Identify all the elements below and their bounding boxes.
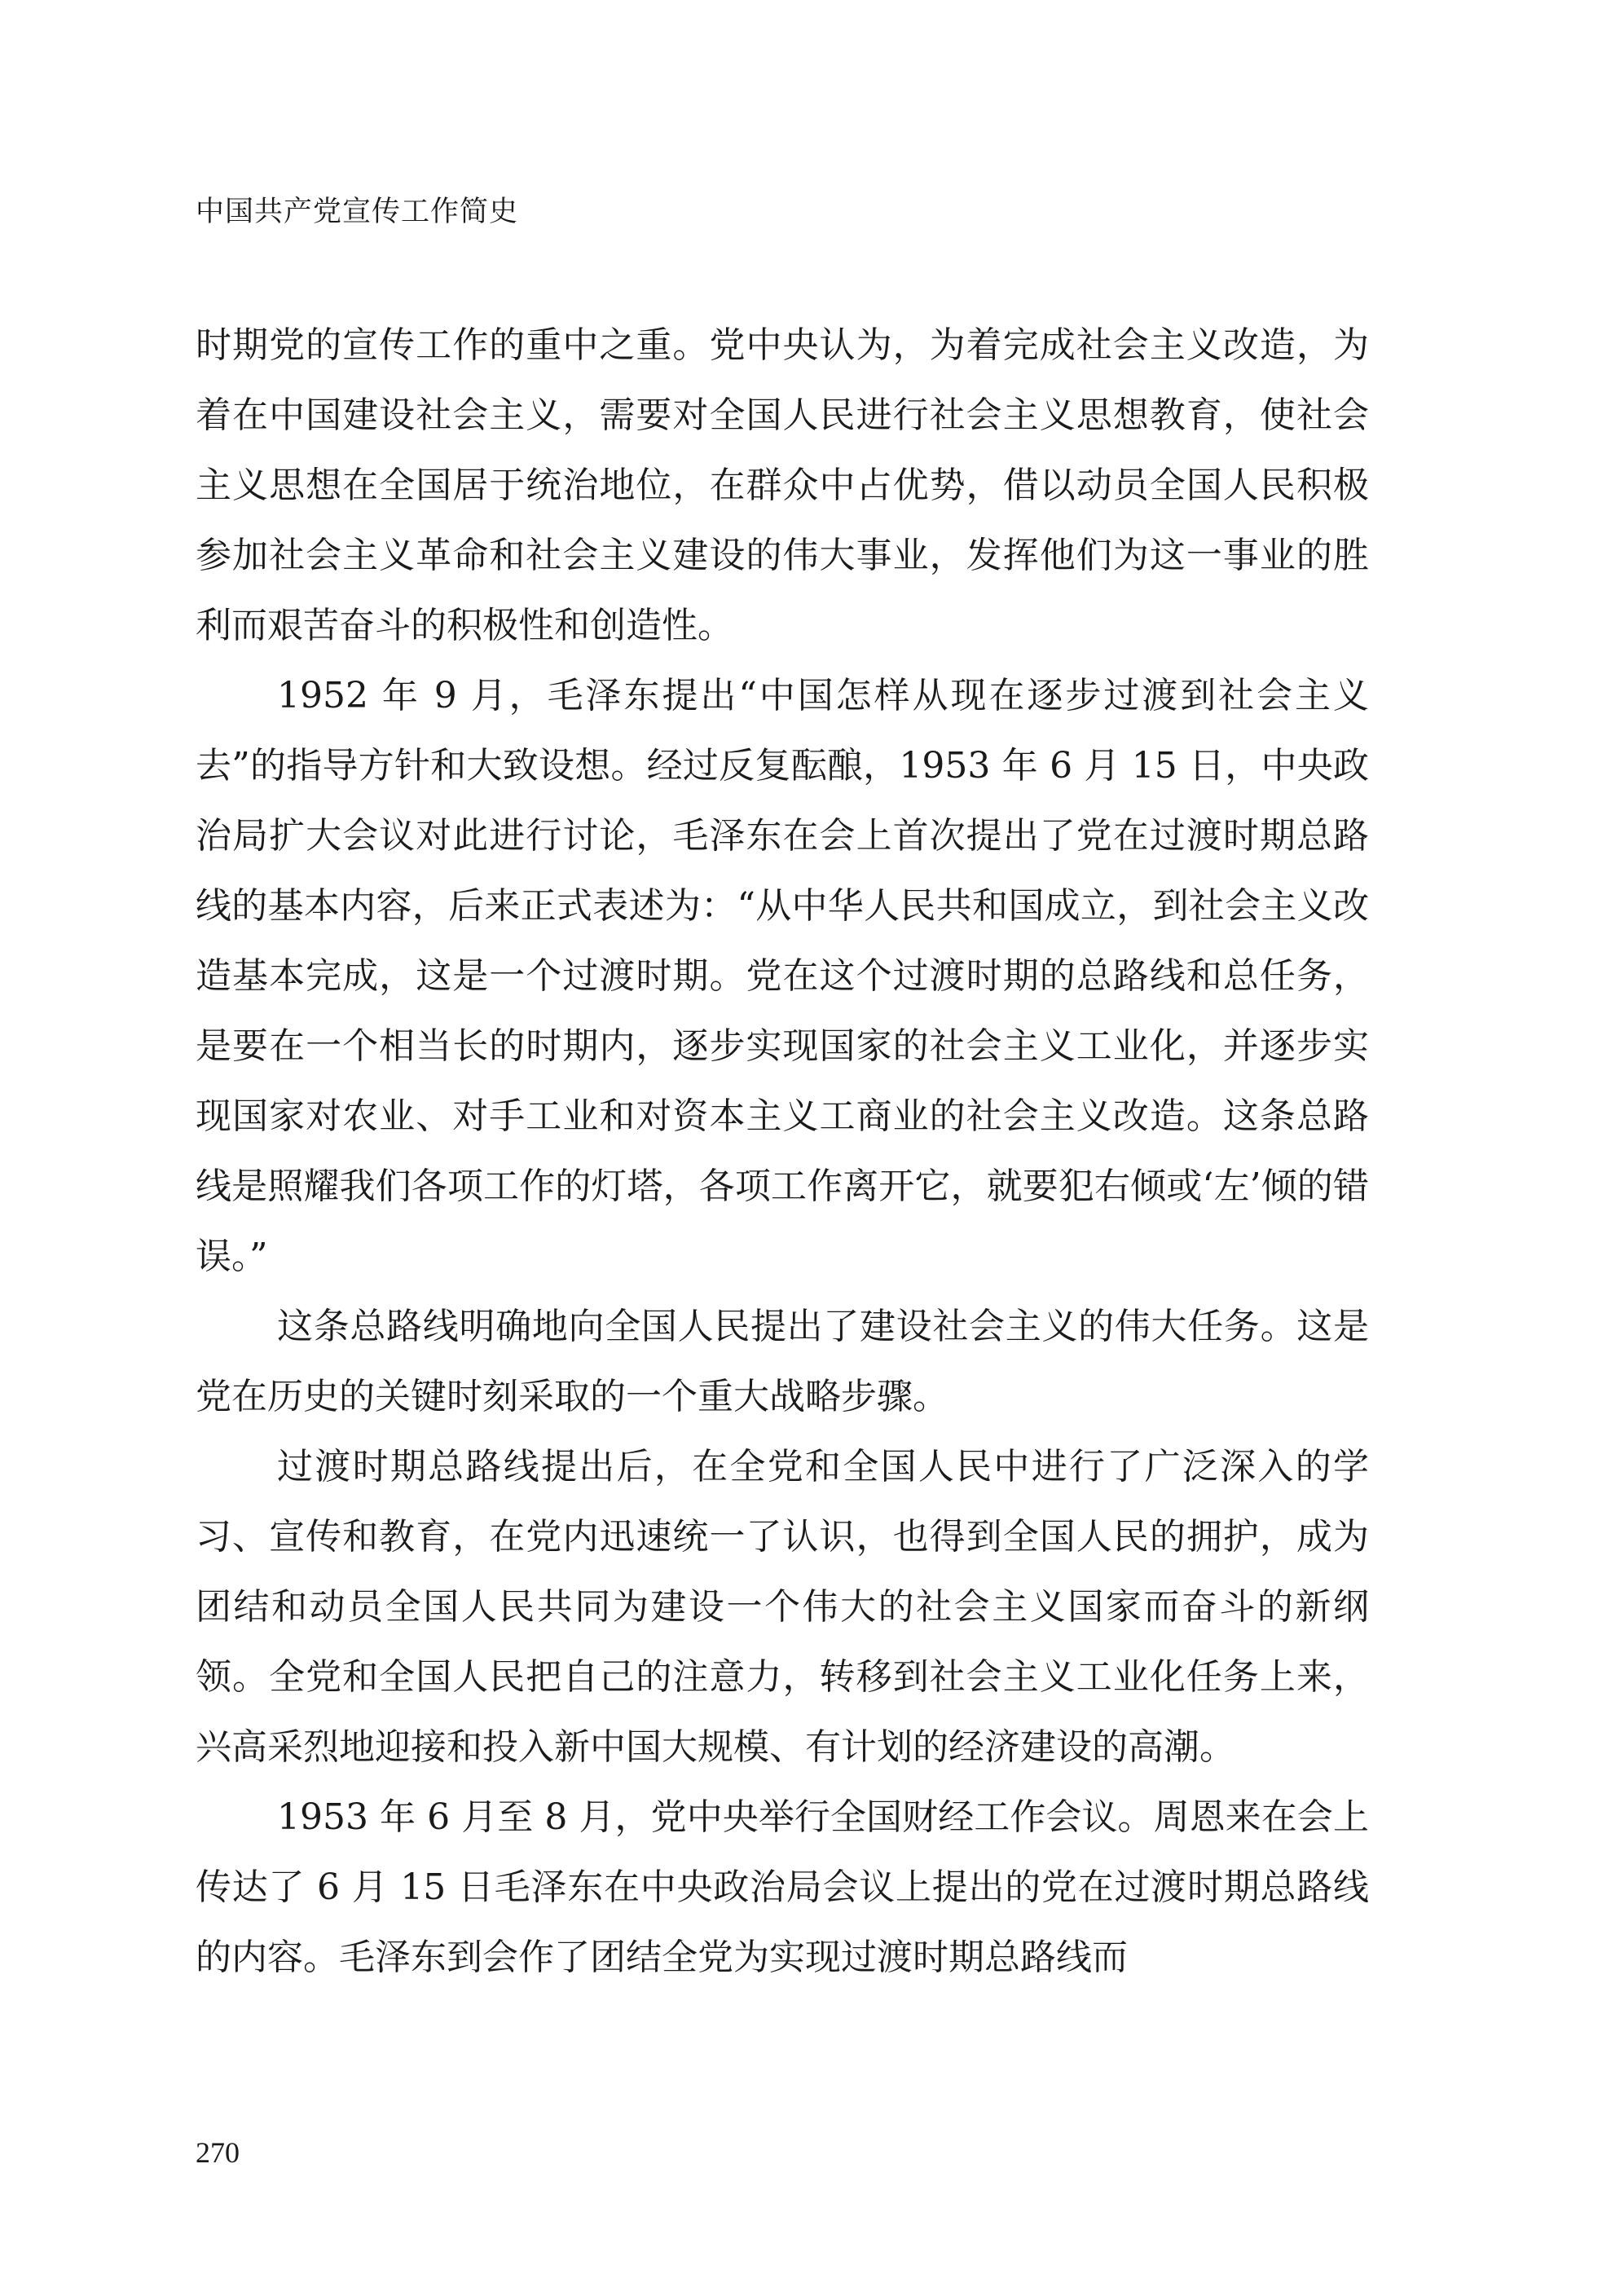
running-header: 中国共产党宣传工作简史 (196, 196, 519, 228)
page-body (196, 311, 1369, 1993)
paragraph-continuation: 时期党的宣传工作的重中之重。党中央认为，为着完成社会主义改造，为着在中国建设社会主义，需要对全国人民进行社会主义思想教育，使社会主义思想在全国居于统治地位，在群众中占优势，借以动员全国人民积极参加社会主义革命和社会主义建设的伟大事业，发挥他们为这一事业的胜利而艰苦奋斗的积极性和创造性。 (196, 324, 1369, 646)
paragraph: 1952 年 9 月，毛泽东提出“中国怎样从现在逐步过渡到社会主义去”的指导方针和大致设想。经过反复酝酿，1953 年 6 月 15 日，中央政治局扩大会议对此进行讨论，毛泽东在会上首次提出了党在过渡时期总路线的基本内容，后来正式表述为：“从中华人民共和国成立，到社会主义改造基本完成，这是一个过渡时期。党在这个过渡时期的总路线和总任务，是要在一个相当长的时期内，逐步实现国家的社会主义工业化，并逐步实现国家对农业、对手工业和对资本主义工商业的社会主义改造。这条总路线是照耀我们各项工作的灯塔，各项工作离开它，就要犯右倾或‘左’倾的错误。” (196, 675, 1369, 1277)
page-number: 270 (196, 2136, 240, 2169)
paragraph: 1953 年 6 月至 8 月，党中央举行全国财经工作会议。周恩来在会上传达了 6 月 15 日毛泽东在中央政治局会议上提出的党在过渡时期总路线的内容。毛泽东到会作了团结全党为实现过渡时期总路线而 (196, 1796, 1369, 1978)
paragraph: 这条总路线明确地向全国人民提出了建设社会主义的伟大任务。这是党在历史的关键时刻采取的一个重大战略步骤。 (196, 1306, 1369, 1417)
paragraph: 过渡时期总路线提出后，在全党和全国人民中进行了广泛深入的学习、宣传和教育，在党内迅速统一了认识，也得到全国人民的拥护，成为团结和动员全国人民共同为建设一个伟大的社会主义国家而奋斗的新纲领。全党和全国人民把自己的注意力，转移到社会主义工业化任务上来，兴高采烈地迎接和投入新中国大规模、有计划的经济建设的高潮。 (196, 1446, 1369, 1768)
